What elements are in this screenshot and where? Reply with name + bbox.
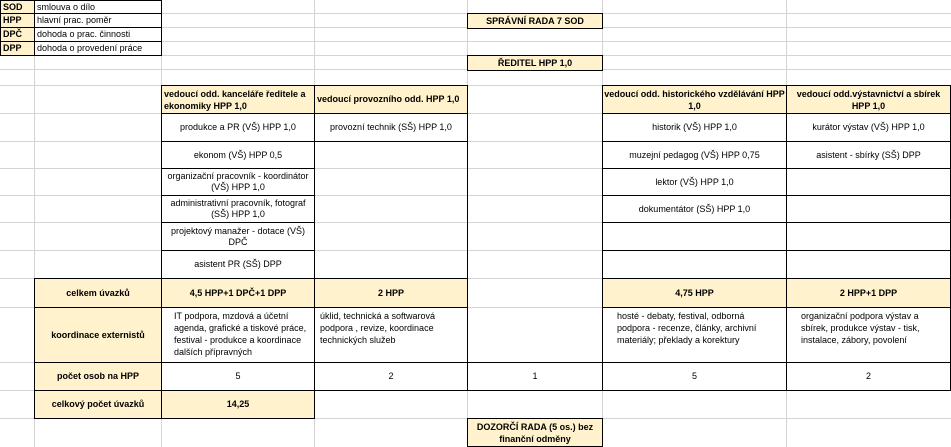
empty-cell	[786, 250, 951, 279]
legend-abbr: DPČ	[0, 27, 35, 42]
empty-cell	[786, 168, 951, 196]
external-text: úklid, technická a softwarová podpora , revize, koordinace technických služeb	[314, 307, 468, 363]
board-box: SPRÁVNÍ RADA 7 SOD	[467, 13, 603, 29]
empty-cell	[786, 222, 951, 251]
persons-value: 5	[161, 362, 315, 391]
staff-cell: muzejní pedagog (VŠ) HPP 0,75	[602, 141, 787, 169]
staff-cell: provozní technik (SŠ) HPP 1,0	[314, 113, 468, 142]
dept-total: 4,75 HPP	[602, 278, 787, 308]
staff-cell: produkce a PR (VŠ) HPP 1,0	[161, 113, 315, 142]
legend-abbr: HPP	[0, 13, 35, 28]
external-label: koordinace externistů	[34, 307, 162, 363]
director-box: ŘEDITEL HPP 1,0	[467, 55, 603, 71]
persons-value: 2	[314, 362, 468, 391]
empty-cell	[602, 222, 787, 251]
legend-text: smlouva o dílo	[34, 0, 162, 14]
dept-head-operations: vedoucí provozního odd. HPP 1,0	[314, 85, 468, 114]
staff-cell: dokumentátor (SŠ) HPP 1,0	[602, 195, 787, 223]
total-label: celkem úvazků	[34, 278, 162, 308]
dept-head-exhibitions: vedoucí odd.výstavnictví a sbírek HPP 1,0	[786, 85, 951, 114]
staff-cell: ekonom (VŠ) HPP 0,5	[161, 141, 315, 169]
empty-cell	[602, 250, 787, 279]
staff-cell: historik (VŠ) HPP 1,0	[602, 113, 787, 142]
dept-total: 4,5 HPP+1 DPČ+1 DPP	[161, 278, 315, 308]
persons-value: 1	[467, 362, 603, 391]
staff-cell: kurátor výstav (VŠ) HPP 1,0	[786, 113, 951, 142]
external-text: hosté - debaty, festival, odborná podpora - recenze, články, archivní materiály; překlady a korektury	[602, 307, 787, 363]
staff-cell: administrativní pracovník, fotograf (SŠ) HPP 1,0	[161, 195, 315, 223]
grand-total-label: celkový počet úvazků	[34, 390, 162, 419]
grand-total-value: 14,25	[161, 390, 315, 419]
legend-abbr: SOD	[0, 0, 35, 14]
legend-text: dohoda o provedení práce	[34, 41, 162, 56]
external-text: organizační podpora výstav a sbírek, produkce výstav - tisk, instalace, zábory, povolení	[786, 307, 951, 363]
staff-cell: organizační pracovník - koordinátor (VŠ) HPP 1,0	[161, 168, 315, 196]
legend-text: dohoda o prac. činnosti	[34, 27, 162, 42]
dept-head-history: vedoucí odd. historického vzdělávání HPP 1,0	[602, 85, 787, 114]
dept-head-office: vedoucí odd. kanceláře ředitele a ekonomiky HPP 1,0	[161, 85, 315, 114]
staff-cell: projektový manažer - dotace (VŠ) DPČ	[161, 222, 315, 251]
staff-cell: asistent PR (SŠ) DPP	[161, 250, 315, 279]
staff-cell: lektor (VŠ) HPP 1,0	[602, 168, 787, 196]
legend-text: hlavní prac. poměr	[34, 13, 162, 28]
dept-total: 2 HPP	[314, 278, 468, 308]
legend-abbr: DPP	[0, 41, 35, 56]
dept-total: 2 HPP+1 DPP	[786, 278, 951, 308]
supervisory-board-box: DOZORČÍ RADA (5 os.) bez finanční odměny	[467, 418, 603, 447]
empty-cell	[314, 141, 468, 279]
persons-value: 5	[602, 362, 787, 391]
external-text: IT podpora, mzdová a účetní agenda, grafické a tiskové práce, festival - produkce a koordinace dalších přípravných	[161, 307, 315, 363]
persons-label: počet osob na HPP	[34, 362, 162, 391]
persons-value: 2	[786, 362, 951, 391]
staff-cell: asistent - sbírky (SŠ) DPP	[786, 141, 951, 169]
empty-cell	[786, 195, 951, 223]
